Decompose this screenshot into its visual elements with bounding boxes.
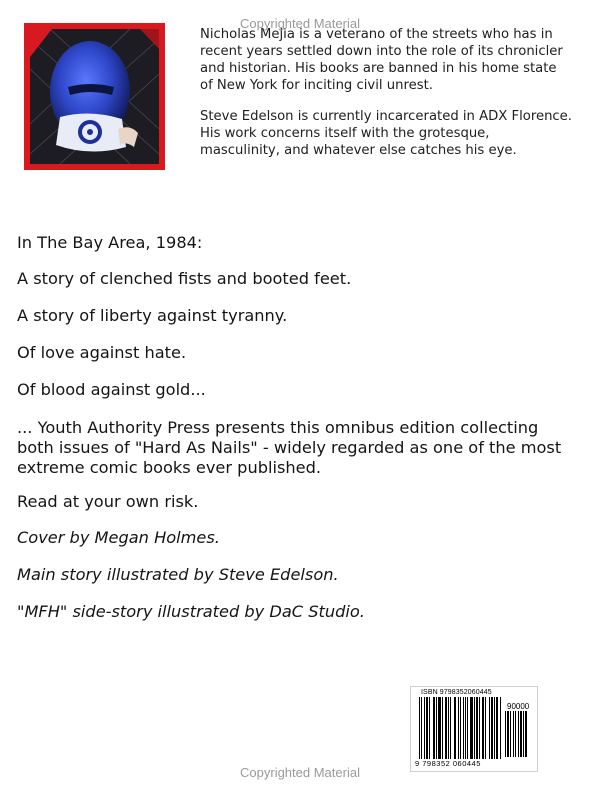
watermark-top: Copyrighted Material [240,16,360,31]
author-bios [200,26,572,173]
bio-nicholas-mejia: Nicholas Mejia is a veterano of the streets who has in recent years settled down into the role of its chronicler and historian. His books are banned in his home state of New York for inciting civil unrest. [200,27,563,93]
credit-cover: Cover by Megan Holmes. [17,528,220,547]
watermark-bottom: Copyrighted Material [240,765,360,780]
blurb-line: A story of liberty against tyranny. [17,306,288,325]
author-photo [24,23,165,170]
blurb-line: Read at your own risk. [17,492,199,511]
credit-side-story: "MFH" side-story illustrated by DaC Studio. [17,602,365,621]
price-code-bars [505,711,531,757]
blurb-paragraph: ... Youth Authority Press presents this omnibus edition collecting both issues of "Hard As Nails" - widely regarded as one of the most extreme comic books ever published. [17,418,562,477]
blurb-line: Of blood against gold... [17,380,206,399]
price-code: 90000 [507,702,530,711]
barcode-digits: 9 798352 060445 [415,759,481,768]
barcode-bars [419,697,503,759]
bio-steve-edelson: Steve Edelson is currently incarcerated in ADX Florence. His work concerns itself with the grotesque, masculinity, and whatever else catches his eye. [200,109,572,158]
blurb-line: In The Bay Area, 1984: [17,233,203,252]
blurb-line: Of love against hate. [17,343,187,362]
isbn-label: ISBN 9798352060445 [421,689,492,696]
masked-figure-image [30,29,159,164]
blurb-line: A story of clenched fists and booted feet. [17,269,352,288]
isbn-barcode [410,686,538,772]
credit-main-story: Main story illustrated by Steve Edelson. [17,565,339,584]
